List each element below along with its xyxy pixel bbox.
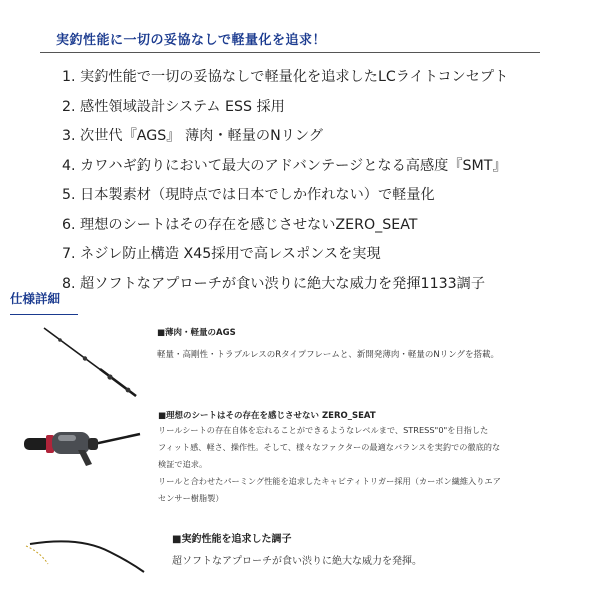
feature-item-3: 3. 次世代『AGS』 薄肉・軽量のNリング: [62, 128, 323, 144]
spec-section-divider: [10, 314, 78, 315]
feature-item-1: 1. 実釣性能で一切の妥協なしで軽量化を追求したLCライトコンセプト: [62, 69, 509, 85]
rod-tip-guides-image: [40, 324, 140, 400]
reel-seat-image: [22, 414, 142, 474]
feature-item-7: 7. ネジレ防止構造 X45採用で高レスポンスを実現: [62, 246, 381, 262]
feature-item-2: 2. 感性領域設計システム ESS 採用: [62, 98, 285, 115]
spec-block-ags-text: 軽量・高剛性・トラブルレスのRタイプフレームと、新開発薄肉・軽量のNリングを搭載。: [157, 350, 500, 360]
spec-block-zero-seat-title: ■理想のシートはその存在を感じさせない ZERO_SEAT: [158, 411, 376, 421]
feature-item-8: 8. 超ソフトなアプローチが食い渋りに絶大な威力を発揮1133調子: [62, 275, 486, 292]
spec-block-ags-title: ■薄肉・軽量のAGS: [157, 328, 236, 338]
spec-block-zero-seat-line-4: リールと合わせたパーミング性能を追求したキャビティトリガー採用（カーボン繊維入りエア: [158, 476, 501, 486]
page-headline: 実釣性能に一切の妥協なしで軽量化を追求！: [56, 33, 327, 48]
feature-item-6: 6. 理想のシートはその存在を感じさせないZERO_SEAT: [62, 216, 418, 233]
spec-block-zero-seat-line-2: フィット感、軽さ、操作性。そして、様々なファクターの最適なバランスを実釣での徹底的な: [158, 442, 501, 452]
spec-block-zero-seat-line-3: 検証で追求。: [158, 459, 208, 469]
headline-divider: [40, 52, 540, 53]
rod-bend-curve-image: [20, 530, 150, 580]
feature-list: [62, 63, 508, 299]
feature-item-5: 5. 日本製素材（現時点では日本でしか作れない）で軽量化: [62, 187, 435, 203]
spec-block-action-title: ■実釣性能を追求した調子: [172, 534, 292, 545]
spec-block-action-text: 超ソフトなアプローチが食い渋りに絶大な威力を発揮。: [172, 556, 422, 567]
spec-block-zero-seat-line-1: リールシートの存在自体を忘れることができるようなレベルまで、STRESS"0"を目指した: [158, 425, 489, 435]
feature-item-4: 4. カワハギ釣りにおいて最大のアドバンテージとなる高感度『SMT』: [62, 157, 507, 174]
spec-section-title: 仕様詳細: [10, 291, 61, 306]
spec-block-zero-seat-line-5: センサー樹脂製）: [158, 493, 224, 503]
